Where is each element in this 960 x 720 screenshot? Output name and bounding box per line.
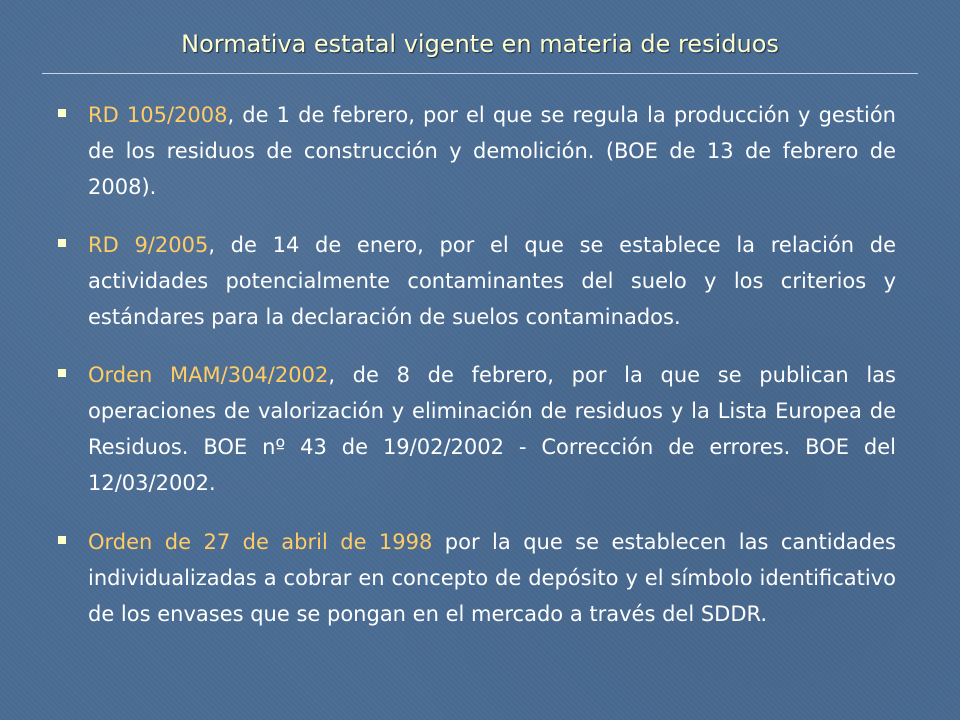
- regulation-link[interactable]: Orden de 27 de abril de 1998: [88, 530, 433, 554]
- square-bullet-icon: [58, 109, 66, 117]
- regulation-description: , de 8 de febrero, por la que se publican las operaciones de valorización y eliminación de residuos y la Lista Europea de Residuos. BOE nº 43 de 19/02/2002 - Corrección de errores. BOE del 12/03/2002.: [88, 363, 896, 495]
- list-item: [58, 524, 896, 632]
- list-item-text: [88, 524, 896, 632]
- list-item-text: [88, 357, 896, 501]
- list-item: [58, 97, 896, 205]
- regulation-description: por la que se establecen las cantidades individualizadas a cobrar en concepto de depósito y el símbolo identificativo de los envases que se pongan en el mercado a través del SDDR.: [88, 530, 896, 626]
- list-item: [58, 357, 896, 501]
- regulation-description: , de 14 de enero, por el que se establece la relación de actividades potencialmente contaminantes del suelo y los criterios y estándares para la declaración de suelos contaminados.: [88, 233, 896, 329]
- square-bullet-icon: [58, 536, 66, 544]
- regulation-link[interactable]: RD 105/2008: [88, 103, 228, 127]
- slide-title: Normativa estatal vigente en materia de residuos: [181, 30, 779, 58]
- regulation-description: , de 1 de febrero, por el que se regula la producción y gestión de los residuos de construcción y demolición. (BOE de 13 de febrero de 2008).: [88, 103, 896, 199]
- regulation-link[interactable]: Orden MAM/304/2002: [88, 363, 329, 387]
- list-item: [58, 227, 896, 335]
- list-item-text: [88, 97, 896, 205]
- square-bullet-icon: [58, 239, 66, 247]
- list-item-text: [88, 227, 896, 335]
- regulation-link[interactable]: RD 9/2005: [88, 233, 209, 257]
- square-bullet-icon: [58, 369, 66, 377]
